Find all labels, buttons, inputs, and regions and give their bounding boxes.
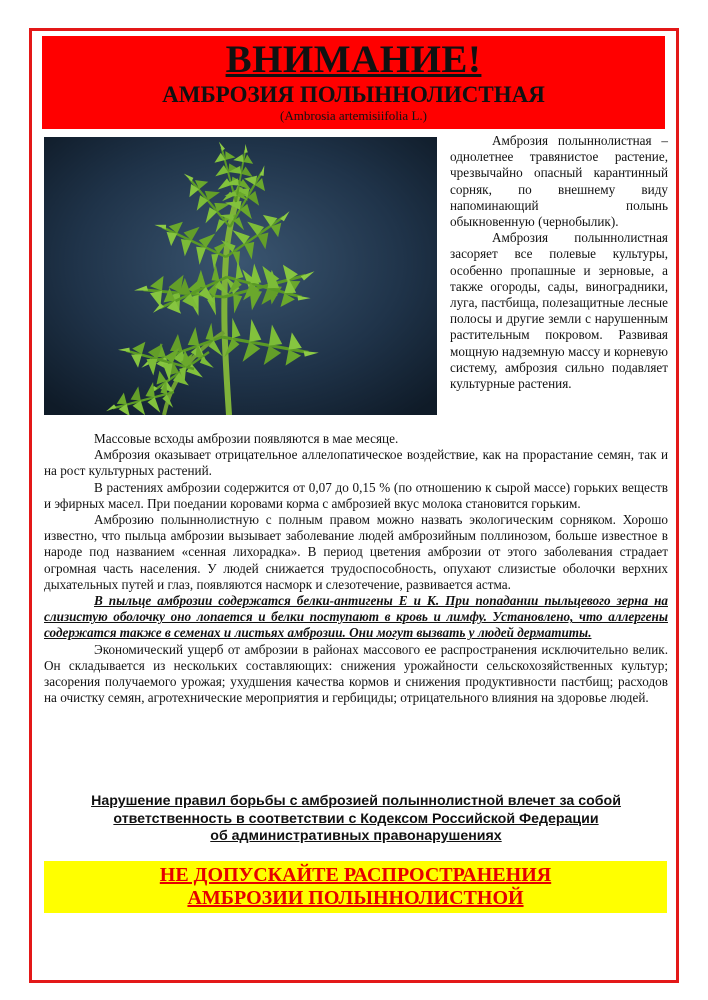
ragweed-plant-photo (44, 137, 437, 415)
law-notice-line-3: об административных правонарушениях (210, 828, 502, 844)
page-subtitle: АМБРОЗИЯ ПОЛЫННОЛИСТНАЯ (162, 82, 545, 107)
plant-icon (44, 137, 437, 415)
law-notice-line-1: Нарушение правил борьбы с амброзией полыннолистной влечет за собой (91, 793, 621, 809)
page-title: ВНИМАНИЕ! (225, 38, 482, 81)
latin-name: (Ambrosia artemisiifolia L.) (280, 108, 427, 123)
body-paragraph-sprouts: Массовые всходы амброзии появляются в мае месяце. (94, 431, 399, 446)
poster-frame (29, 28, 679, 983)
intro-paragraph-1: Амброзия полыннолистная – однолетнее травянистое растение, чрезвычайно опасный карантинный сорняк, по внешнему виду напоминающий полынь обыкновенную (чернобылик). (450, 133, 668, 230)
main-text (44, 431, 668, 706)
law-notice-line-2: ответственность в соответствии с Кодексом Российской Федерации (113, 810, 599, 827)
header-banner (42, 36, 665, 129)
call-to-action-banner (44, 861, 667, 913)
economic-damage-paragraph: Экономический ущерб от амброзии в районах массового ее распространения исключительно велик. Он складывается из нескольких составляющих: снижения урожайности сельскохозяйственных культур; засорения получаемого урожая; ухудшения качества кормов и снижения продуктивности пастбищ; расходов на очистку семян, агротехнические мероприятия и гербициды; отрицательного влияния на здоровье людей. (44, 641, 668, 706)
banner-line-1: НЕ ДОПУСКАЙТЕ РАСПРОСТРАНЕНИЯ (159, 864, 552, 886)
body-paragraph-pollinosis: Амброзию полыннолистную с полным правом можно назвать экологическим сорняком. Хорошо известно, что пыльца амброзии вызывает заболевание людей амброзийным поллинозом, больше известное в народе под названием «сенная лихорадка». В период цветения амброзии от этого заболевания страдает огромная часть населения. У людей снижается трудоспособность, опухают слизистые оболочки верхних дыхательных путей и глаз, появляются насморк и слезотечение, развивается астма. (44, 512, 668, 592)
law-notice (44, 793, 668, 846)
intro-paragraph-2: Амброзия полыннолистная засоряет все полевые культуры, особенно пропашные и зерновые, а также огороды, сады, виноградники, луга, пастбища, полезащитные лесные полосы и другие земли с нарушенным растительным покровом. Развивая мощную надземную массу и корневую систему, амброзия сильно подавляет культурные растения. (450, 230, 668, 392)
body-paragraph-allelopathy: Амброзия оказывает отрицательное аллелопатическое воздействие, как на прорастание семян, так и на рост культурных растений. (44, 447, 668, 479)
allergen-warning: В пыльце амброзии содержатся белки-антигены Е и К. При попадании пыльцевого зерна на слизистую оболочку оно лопается и белки поступают в кровь и лимфу. Установлено, что аллергены содержатся также в семенах и листьях амброзии. Они могут вызвать у людей дерматиты. (44, 593, 668, 641)
intro-text (450, 133, 668, 392)
banner-line-2: АМБРОЗИИ ПОЛЫННОЛИСТНОЙ (187, 887, 524, 909)
body-paragraph-bitter: В растениях амброзии содержится от 0,07 до 0,15 % (по отношению к сырой массе) горьких веществ и эфирных масел. При поедании коровами корма с амброзией вкус молока становится горьким. (44, 479, 668, 511)
